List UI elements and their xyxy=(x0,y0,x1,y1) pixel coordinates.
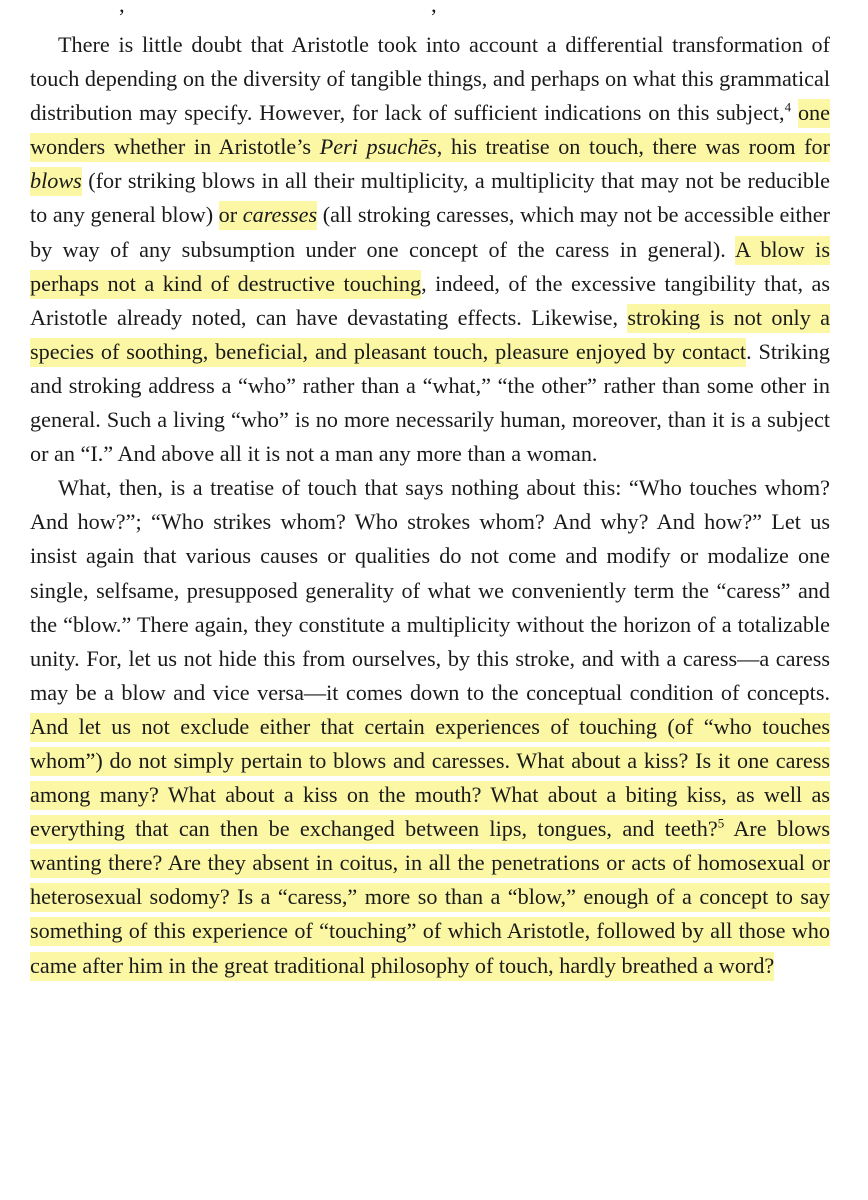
top-mark: ’ xyxy=(118,4,126,29)
paragraph xyxy=(30,28,830,471)
paragraph xyxy=(30,471,830,982)
highlighted-text xyxy=(219,201,317,230)
highlighted-text: A blow is perhaps not a kind of destructive touching xyxy=(30,236,830,299)
text-run xyxy=(791,100,798,125)
top-mark: ’ xyxy=(430,4,438,29)
text-run: (all stroking caresses, which may not be accessible either by way of any subsumption under one concept of the caress in general). xyxy=(30,202,831,262)
text-run: Are blows wanting there? Are they absent in coitus, in all the penetrations or acts of homosexual or heterosexual sodomy? Is a “caress,” more so than a “blow,” enough of a concept to say something of this experience of “touching” of which Aristotle, followed by all those who came after him in the great traditional philosophy of touch, hardly breathed a word? xyxy=(30,816,830,978)
footnote-marker: 5 xyxy=(717,815,725,831)
text-run: one wonders whether in Aristotle’s xyxy=(30,100,830,160)
italic-term: blows xyxy=(30,168,82,194)
text-run: , his treatise on touch, there was room for xyxy=(436,134,830,160)
text-run: What, then, is a treatise of touch that says nothing about this: “Who touches whom? And how?”; “Who strikes whom? Who strokes whom? And why? And how?” Let us insist again that various causes or qualities do not come and modify or modalize one single, selfsame, presupposed generality of what we conveniently term the “caress” and the “blow.” There again, they constitute a multiplicity without the horizon of a totalizable unity. For, let us not hide this from ourselves, by this stroke, and with a caress—a caress may be a blow and vice versa—it comes down to the conceptual condition of concepts. xyxy=(30,475,830,705)
body-text xyxy=(30,28,830,983)
text-run: . Striking and stroking address a “who” rather than a “what,” “the other” rather than some other in general. Such a living “who” is no more necessarily human, moreover, than it is a subject or an “I.” And above all it is not a man any more than a woman. xyxy=(30,338,830,467)
highlighted-text: stroking is not only a species of soothing, beneficial, and pleasant touch, pleasure enjoyed by contact xyxy=(30,304,830,367)
italic-term: caresses xyxy=(242,202,318,228)
text-run: , indeed, of the excessive tangibility that, as Aristotle already noted, can have devastating effects. Likewise, xyxy=(30,270,830,330)
text-run: There is little doubt that Aristotle took into account a differential transformation of touch depending on the diversity of tangible things, and perhaps on what this grammatical distribution may specify. However, for lack of sufficient indications on this subject, xyxy=(30,32,830,126)
highlighted-text xyxy=(30,713,830,981)
text-run: or xyxy=(218,202,243,228)
text-run: And let us not exclude either that certain experiences of touching (of “who touches whom”) do not simply pertain to blows and caresses. What about a kiss? Is it one caress among many? What about a kiss on the mouth? What about a biting kiss, as well as everything that can then be exchanged between lips, tongues, and teeth? xyxy=(30,713,830,842)
text-run: (for striking blows in all their multiplicity, a multiplicity that may not be reducible to any general blow) xyxy=(30,168,830,228)
italic-title: Peri psuchēs xyxy=(319,134,437,160)
footnote-marker: 4 xyxy=(784,99,792,115)
